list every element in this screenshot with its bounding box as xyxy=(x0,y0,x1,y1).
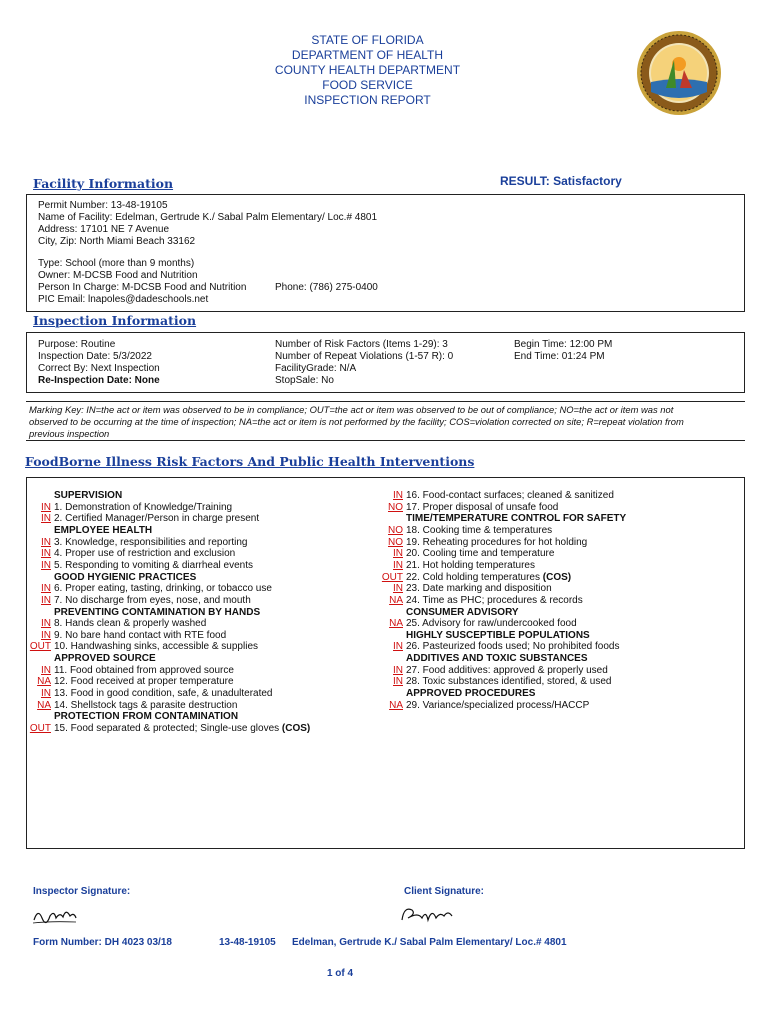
compliance-code: IN xyxy=(41,664,51,676)
risk-factor-item xyxy=(54,630,226,642)
risk-factor-item xyxy=(406,676,612,688)
inspection-info-box xyxy=(26,332,745,393)
compliance-code: NA xyxy=(389,699,403,711)
facility-info-box xyxy=(26,194,745,312)
compliance-code: NA xyxy=(389,594,403,606)
header-department: DEPARTMENT OF HEALTH xyxy=(291,48,444,62)
risk-factor-text: 8. Hands clean & properly washed xyxy=(54,618,207,630)
facility-name: Name of Facility: Edelman, Gertrude K./ Sabal Palm Elementary/ Loc.# 4801 xyxy=(38,212,378,223)
risk-factor-text: 4. Proper use of restriction and exclusion xyxy=(54,548,236,560)
risk-factor-text: 22. Cold holding temperatures xyxy=(406,571,540,583)
risk-factor-text: 14. Shellstock tags & parasite destruction xyxy=(54,699,238,711)
compliance-code: IN xyxy=(41,513,51,525)
risk-factor-text: 17. Proper disposal of unsafe food xyxy=(406,501,559,513)
inspector-signature-icon xyxy=(30,902,80,928)
compliance-code: IN xyxy=(41,629,51,641)
risk-factor-text: 27. Food additives: approved & properly used xyxy=(406,664,608,676)
compliance-code: OUT xyxy=(29,723,51,734)
category-header: PREVENTING CONTAMINATION BY HANDS xyxy=(54,606,261,618)
category-header: SUPERVISION xyxy=(54,490,123,501)
risk-factor-item xyxy=(54,513,259,525)
page-number: 1 of 4 xyxy=(326,968,354,979)
risk-factor-item xyxy=(54,641,258,653)
facility-grade: FacilityGrade: N/A xyxy=(275,363,357,374)
risk-factor-count: Number of Risk Factors (Items 1-29): 3 xyxy=(275,339,448,350)
compliance-code: IN xyxy=(393,664,403,676)
risk-factor-text: 2. Certified Manager/Person in charge present xyxy=(54,513,260,525)
compliance-code: NA xyxy=(37,699,51,711)
header-county: COUNTY HEALTH DEPARTMENT xyxy=(274,63,461,77)
inspector-signature-label: Inspector Signature: xyxy=(33,886,131,897)
category-header: ADDITIVES AND TOXIC SUBSTANCES xyxy=(406,653,588,665)
cos-flag: (COS) xyxy=(279,723,311,734)
risk-factor-text: 24. Time as PHC; procedures & records xyxy=(406,594,583,606)
facility-info-title: Facility Information xyxy=(33,176,174,191)
risk-factor-text: 9. No bare hand contact with RTE food xyxy=(54,629,227,641)
person-in-charge: Person In Charge: M-DCSB Food and Nutrition xyxy=(38,282,247,293)
permit-number: Permit Number: 13-48-19105 xyxy=(38,200,168,211)
marking-key-line-1: Marking Key: IN=the act or item was observed to be in compliance; OUT=the act or item was observed to be out of compliance; NO=the act or item was not xyxy=(29,404,674,415)
facility-owner: Owner: M-DCSB Food and Nutrition xyxy=(38,270,198,281)
risk-factor-item xyxy=(406,665,608,677)
risk-factor-item xyxy=(54,595,251,607)
risk-factor-item xyxy=(406,548,554,560)
inspection-info-title: Inspection Information xyxy=(33,313,197,328)
category-header: HIGHLY SUSCEPTIBLE POPULATIONS xyxy=(406,629,590,641)
category-header: TIME/TEMPERATURE CONTROL FOR SAFETY xyxy=(406,513,627,525)
compliance-code: IN xyxy=(393,676,403,688)
form-number: Form Number: DH 4023 03/18 xyxy=(33,937,172,948)
compliance-code: IN xyxy=(41,548,51,560)
compliance-code: NO xyxy=(388,524,403,536)
compliance-code: IN xyxy=(393,641,403,653)
client-signature-icon xyxy=(398,900,458,928)
category-header: APPROVED SOURCE xyxy=(54,653,156,665)
footer-facility-name: Edelman, Gertrude K./ Sabal Palm Elementary/ Loc.# 4801 xyxy=(292,937,567,948)
category-header: CONSUMER ADVISORY xyxy=(406,606,519,618)
risk-factor-item xyxy=(406,595,583,607)
risk-factor-text: 18. Cooking time & temperatures xyxy=(406,524,553,536)
marking-key-line-3: previous inspection xyxy=(29,428,110,439)
risk-factor-text: 11. Food obtained from approved source xyxy=(54,664,234,676)
risk-factor-item xyxy=(406,560,535,572)
compliance-code: NA xyxy=(389,618,403,630)
compliance-code: IN xyxy=(393,583,403,595)
inspection-purpose: Purpose: Routine xyxy=(38,339,116,350)
compliance-code: IN xyxy=(41,583,51,595)
repeat-violations: Number of Repeat Violations (1-57 R): 0 xyxy=(275,351,454,362)
risk-factor-item xyxy=(54,502,232,514)
marking-key-line-2: observed to be occurring at the time of inspection; NA=the act or item is not performed by the facility; COS=violation corrected on site; R=repeat violation from xyxy=(29,416,684,427)
footer-permit-number: 13-48-19105 xyxy=(219,937,276,948)
risk-factor-item xyxy=(406,502,558,514)
begin-time: Begin Time: 12:00 PM xyxy=(514,339,613,350)
risk-factor-text: 25. Advisory for raw/undercooked food xyxy=(406,618,577,630)
risk-factor-text: 21. Hot holding temperatures xyxy=(406,559,535,571)
result-status: RESULT: Satisfactory xyxy=(500,174,622,188)
header-state: STATE OF FLORIDA xyxy=(311,33,424,47)
report-header xyxy=(0,33,735,108)
category-header: GOOD HYGIENIC PRACTICES xyxy=(54,571,197,583)
facility-phone: Phone: (786) 275-0400 xyxy=(275,282,378,293)
risk-factor-item xyxy=(406,700,589,712)
header-report-title: INSPECTION REPORT xyxy=(304,93,431,107)
risk-factor-text: 15. Food separated & protected; Single-use gloves xyxy=(54,723,280,734)
category-header: EMPLOYEE HEALTH xyxy=(54,524,153,536)
category-header: APPROVED PROCEDURES xyxy=(406,688,536,700)
risk-factor-text: 7. No discharge from eyes, nose, and mouth xyxy=(54,594,251,606)
facility-type: Type: School (more than 9 months) xyxy=(38,258,195,269)
compliance-code: NO xyxy=(388,501,403,513)
risk-factor-item xyxy=(54,676,234,688)
risk-factor-item xyxy=(54,700,237,712)
end-time: End Time: 01:24 PM xyxy=(514,351,605,362)
pic-email: PIC Email: lnapoles@dadeschools.net xyxy=(38,294,209,305)
compliance-code: IN xyxy=(393,559,403,571)
risk-factor-text: 10. Handwashing sinks, accessible & supplies xyxy=(54,641,258,653)
risk-factor-text: 20. Cooling time and temperature xyxy=(406,548,555,560)
risk-factor-text: 6. Proper eating, tasting, drinking, or tobacco use xyxy=(54,583,272,595)
compliance-code: IN xyxy=(41,501,51,513)
risk-factor-item xyxy=(406,641,619,653)
compliance-code: IN xyxy=(393,548,403,560)
risk-factor-item xyxy=(54,618,206,630)
compliance-code: IN xyxy=(41,618,51,630)
category-header: PROTECTION FROM CONTAMINATION xyxy=(54,711,239,723)
stop-sale: StopSale: No xyxy=(275,375,334,386)
risk-factor-text: 1. Demonstration of Knowledge/Training xyxy=(54,501,233,513)
facility-city: City, Zip: North Miami Beach 33162 xyxy=(38,236,196,247)
risk-factor-text: 26. Pasteurized foods used; No prohibited foods xyxy=(406,641,620,653)
risk-factor-item xyxy=(54,723,310,735)
risk-factor-item xyxy=(406,525,552,537)
risk-factor-item xyxy=(406,583,552,595)
risk-factor-text: 3. Knowledge, responsibilities and reporting xyxy=(54,536,248,548)
risk-factor-item xyxy=(406,618,577,630)
risk-factor-text: 16. Food-contact surfaces; cleaned & sanitized xyxy=(406,490,614,501)
risk-factor-item xyxy=(406,572,571,584)
compliance-code: IN xyxy=(41,688,51,700)
reinspection-date: Re-Inspection Date: None xyxy=(38,375,160,386)
risk-factor-item xyxy=(54,537,247,549)
marking-key xyxy=(26,401,745,441)
risk-factor-item xyxy=(54,583,272,595)
state-seal-icon xyxy=(636,30,722,116)
header-food-service: FOOD SERVICE xyxy=(322,78,413,92)
cos-flag: (COS) xyxy=(539,571,572,583)
risk-factor-item xyxy=(54,665,234,677)
risk-factors-title: FoodBorne Illness Risk Factors And Public Health Interventions xyxy=(25,454,475,469)
risk-factor-item xyxy=(406,490,614,502)
risk-factor-item xyxy=(54,548,235,560)
compliance-code: OUT xyxy=(381,571,403,583)
client-signature-label: Client Signature: xyxy=(404,886,485,897)
inspection-date: Inspection Date: 5/3/2022 xyxy=(38,351,152,362)
risk-factor-text: 13. Food in good condition, safe, & unadulterated xyxy=(54,688,273,700)
compliance-code: IN xyxy=(41,559,51,571)
facility-address: Address: 17101 NE 7 Avenue xyxy=(38,224,170,235)
correct-by: Correct By: Next Inspection xyxy=(38,363,160,374)
risk-factor-text: 5. Responding to vomiting & diarrheal events xyxy=(54,559,254,571)
risk-factor-text: 19. Reheating procedures for hot holding xyxy=(406,536,588,548)
risk-factor-text: 28. Toxic substances identified, stored, & used xyxy=(406,676,612,688)
risk-factor-item xyxy=(54,688,273,700)
risk-factor-item xyxy=(406,537,587,549)
compliance-code: IN xyxy=(41,536,51,548)
risk-factor-text: 12. Food received at proper temperature xyxy=(54,676,234,688)
risk-factor-item xyxy=(54,560,253,572)
compliance-code: NA xyxy=(37,676,51,688)
risk-factor-text: 29. Variance/specialized process/HACCP xyxy=(406,699,590,711)
compliance-code: IN xyxy=(41,594,51,606)
risk-factor-text: 23. Date marking and disposition xyxy=(406,583,552,595)
compliance-code: IN xyxy=(393,490,403,501)
compliance-code: OUT xyxy=(29,641,51,653)
compliance-code: NO xyxy=(388,536,403,548)
